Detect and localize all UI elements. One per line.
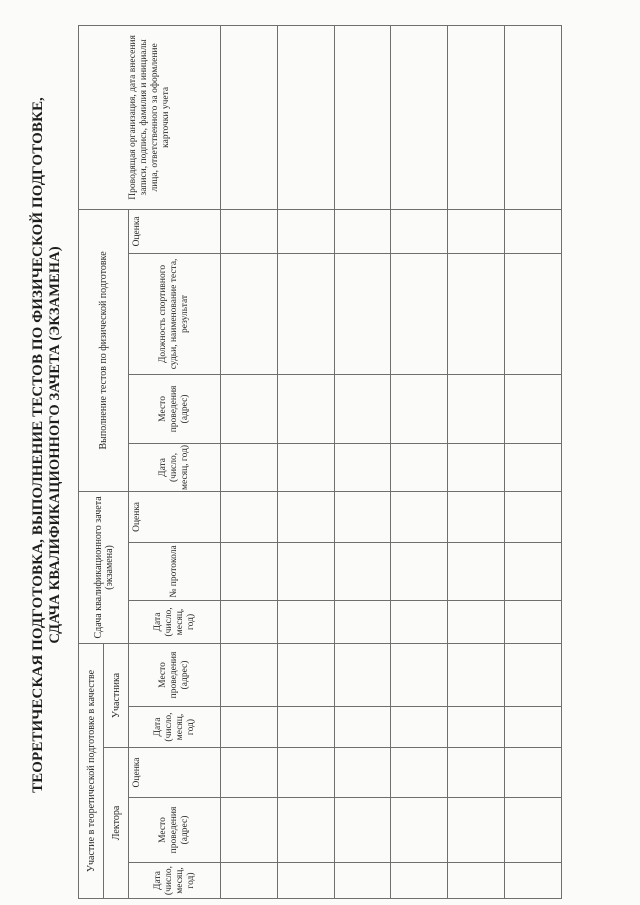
table-cell [391, 748, 448, 798]
col-tests-place: Место проведения (адрес) [129, 374, 221, 443]
table-cell [391, 707, 448, 748]
table-cell [505, 748, 562, 798]
table-cell [277, 748, 334, 798]
table-cell [334, 600, 391, 643]
record-table [78, 25, 562, 899]
table-cell [391, 643, 448, 706]
table-cell [391, 209, 448, 253]
table-cell [277, 798, 334, 863]
table-cell [221, 600, 278, 643]
table-cell [505, 209, 562, 253]
table-cell [221, 25, 278, 209]
table-cell [334, 491, 391, 542]
table-cell [448, 748, 505, 798]
table-cell [391, 491, 448, 542]
table-cell [391, 600, 448, 643]
col-lecturer-grade: Оценка [129, 748, 221, 798]
table-cell [448, 798, 505, 863]
col-tests-grade: Оценка [129, 209, 221, 253]
header-lecturer-subgroup: Лектора [104, 748, 129, 899]
header-exam-group: Сдача квалификационного зачета (экзамена) [79, 491, 129, 643]
title-line-2: СДАЧА КВАЛИФИКАЦИОННОГО ЗАЧЕТА (ЭКЗАМЕНА) [47, 246, 63, 644]
table-cell [221, 253, 278, 374]
table-cell [221, 443, 278, 491]
table-cell [277, 707, 334, 748]
table-cell [448, 707, 505, 748]
table-cell [448, 374, 505, 443]
table-cell [391, 25, 448, 209]
table-cell [448, 863, 505, 899]
table-cell [505, 542, 562, 600]
table-cell [334, 374, 391, 443]
col-exam-protocol: № протокола [129, 542, 221, 600]
table-cell [221, 707, 278, 748]
table-cell [505, 863, 562, 899]
table-cell [334, 253, 391, 374]
table-cell [334, 798, 391, 863]
table-cell [334, 748, 391, 798]
title-line-1: ТЕОРЕТИЧЕСКАЯ ПОДГОТОВКА, ВЫПОЛНЕНИЕ ТЕСТОВ ПО ФИЗИЧЕСКОЙ ПОДГОТОВКЕ, [30, 97, 46, 793]
table-cell [505, 643, 562, 706]
table-cell [334, 25, 391, 209]
col-lecturer-date: Дата (число, месяц, год) [129, 863, 221, 899]
table-cell [334, 707, 391, 748]
table-cell [334, 643, 391, 706]
table-cell [221, 491, 278, 542]
table-row [334, 25, 391, 898]
table-cell [277, 542, 334, 600]
table-row [277, 25, 334, 898]
table-cell [505, 707, 562, 748]
table-cell [221, 374, 278, 443]
table-cell [334, 209, 391, 253]
table-row [221, 25, 278, 898]
table-cell [221, 798, 278, 863]
header-theory-group: Участие в теоретической подготовке в качестве [79, 643, 104, 898]
table-cell [277, 863, 334, 899]
table-cell [505, 253, 562, 374]
col-tests-date: Дата (число, месяц, год) [129, 443, 221, 491]
table-cell [221, 748, 278, 798]
table-cell [221, 863, 278, 899]
table-cell [277, 25, 334, 209]
col-exam-date: Дата (число, месяц, год) [129, 600, 221, 643]
table-cell [277, 443, 334, 491]
header-participant-subgroup: Участника [104, 643, 129, 747]
col-participant-place: Место проведения (адрес) [129, 643, 221, 706]
table-cell [505, 798, 562, 863]
header-tests-group: Выполнение тестов по физической подготовке [79, 209, 129, 491]
table-cell [448, 253, 505, 374]
table-cell [448, 209, 505, 253]
table-cell [221, 209, 278, 253]
table-cell [277, 600, 334, 643]
table-cell [505, 443, 562, 491]
table-cell [391, 798, 448, 863]
table-cell [277, 374, 334, 443]
table-cell [391, 253, 448, 374]
table-row [448, 25, 505, 898]
table-cell [221, 643, 278, 706]
col-tests-referee: Должность спортивного судьи, наименование теста, результат [129, 253, 221, 374]
col-exam-grade: Оценка [129, 491, 221, 542]
col-participant-date: Дата (число, месяц, год) [129, 707, 221, 748]
table-cell [448, 25, 505, 209]
table-cell [221, 542, 278, 600]
header-org-column: Проводящая организация, дата внесения записи, подпись, фамилия и инициалы лица, ответственного за оформление карточки учета [79, 25, 221, 209]
table-cell [334, 443, 391, 491]
table-cell [277, 209, 334, 253]
table-cell [448, 443, 505, 491]
table-cell [391, 863, 448, 899]
table-cell [505, 600, 562, 643]
table-cell [277, 253, 334, 374]
table-row [505, 25, 562, 898]
table-cell [277, 643, 334, 706]
table-cell [391, 443, 448, 491]
table-cell [448, 542, 505, 600]
record-table-body [221, 25, 562, 898]
table-cell [505, 25, 562, 209]
table-cell [391, 374, 448, 443]
table-cell [448, 600, 505, 643]
document-title [30, 45, 64, 845]
table-cell [334, 863, 391, 899]
table-cell [505, 374, 562, 443]
table-cell [505, 491, 562, 542]
table-row [391, 25, 448, 898]
table-cell [448, 491, 505, 542]
table-cell [391, 542, 448, 600]
col-lecturer-place: Место проведения (адрес) [129, 798, 221, 863]
table-cell [334, 542, 391, 600]
table-cell [277, 491, 334, 542]
table-cell [448, 643, 505, 706]
